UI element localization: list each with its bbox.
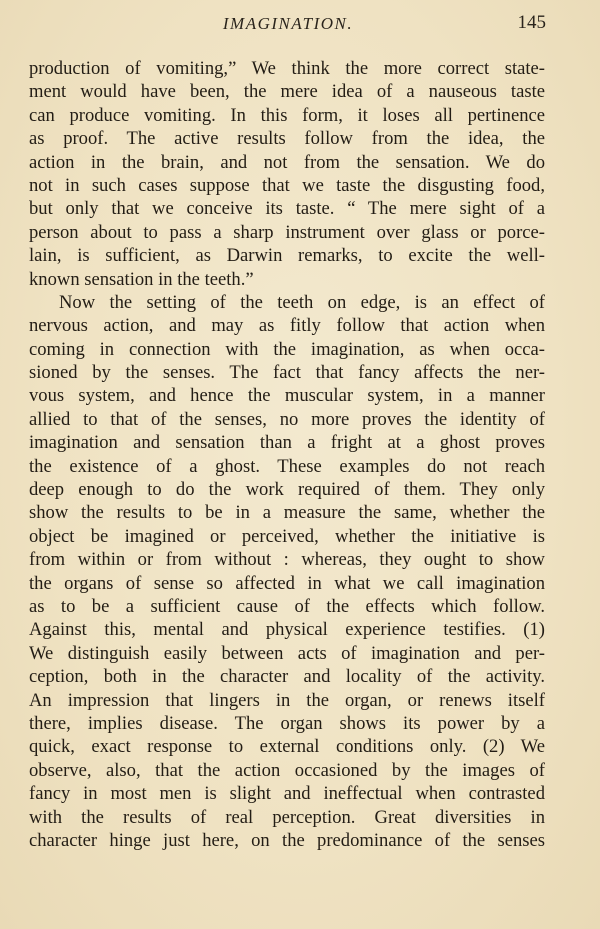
text-line: with the results of real perception. Great diversities in <box>29 806 545 828</box>
page-header <box>30 12 546 36</box>
text-line: known sensation in the teeth.” <box>29 268 254 290</box>
text-line: Against this, mental and physical experience testifies. (1) <box>29 619 545 641</box>
text-line: ception, both in the character and locality of the activity. <box>29 666 545 688</box>
text-line: vous system, and hence the muscular system, in a manner <box>29 385 545 407</box>
text-line: there, implies disease. The organ shows its power by a <box>29 712 545 734</box>
text-line: coming in connection with the imagination, as when occa- <box>29 338 545 360</box>
text-line: as proof. The active results follow from the idea, the <box>29 128 545 150</box>
text-line: person about to pass a sharp instrument over glass or porce- <box>29 221 545 243</box>
text-line: the organs of sense so affected in what we call imagination <box>29 572 545 594</box>
text-line: as to be a sufficient cause of the effects which follow. <box>29 595 545 617</box>
page-number: 145 <box>517 12 546 33</box>
text-line: nervous action, and may as fitly follow that action when <box>29 315 545 337</box>
text-line: An impression that lingers in the organ, or renews itself <box>29 689 545 711</box>
text-line: imagination and sensation than a fright at a ghost proves <box>29 432 545 454</box>
text-line: quick, exact response to external conditions only. (2) We <box>29 736 545 758</box>
text-line: can produce vomiting. In this form, it loses all pertinence <box>29 104 545 126</box>
text-line: fancy in most men is slight and ineffectual when contrasted <box>29 783 545 805</box>
body-text <box>29 57 545 852</box>
text-line: deep enough to do the work required of them. They only <box>29 479 545 501</box>
text-line: but only that we conceive its taste. “ The mere sight of a <box>29 198 545 220</box>
text-line: not in such cases suppose that we taste the disgusting food, <box>29 174 545 196</box>
running-title: IMAGINATION. <box>222 14 354 33</box>
text-line: object be imagined or perceived, whether the initiative is <box>29 525 545 547</box>
text-line: We distinguish easily between acts of imagination and per- <box>29 642 545 664</box>
text-line: production of vomiting,” We think the more correct state- <box>29 58 545 79</box>
text-line: observe, also, that the action occasioned by the images of <box>29 759 545 781</box>
text-line: character hinge just here, on the predominance of the senses <box>29 829 545 851</box>
text-line: sioned by the senses. The fact that fancy affects the ner- <box>29 362 545 384</box>
text-line: show the results to be in a measure the same, whether the <box>29 502 545 524</box>
text-line: allied to that of the senses, no more proves the identity of <box>29 408 545 430</box>
text-line: the existence of a ghost. These examples do not reach <box>29 455 545 477</box>
text-line: lain, is sufficient, as Darwin remarks, to excite the well- <box>29 245 545 267</box>
text-line: action in the brain, and not from the sensation. We do <box>29 151 545 173</box>
text-line: ment would have been, the mere idea of a nauseous taste <box>29 81 545 103</box>
text-line: Now the setting of the teeth on edge, is an effect of <box>59 291 545 313</box>
text-line: from within or from without : whereas, they ought to show <box>29 549 545 571</box>
